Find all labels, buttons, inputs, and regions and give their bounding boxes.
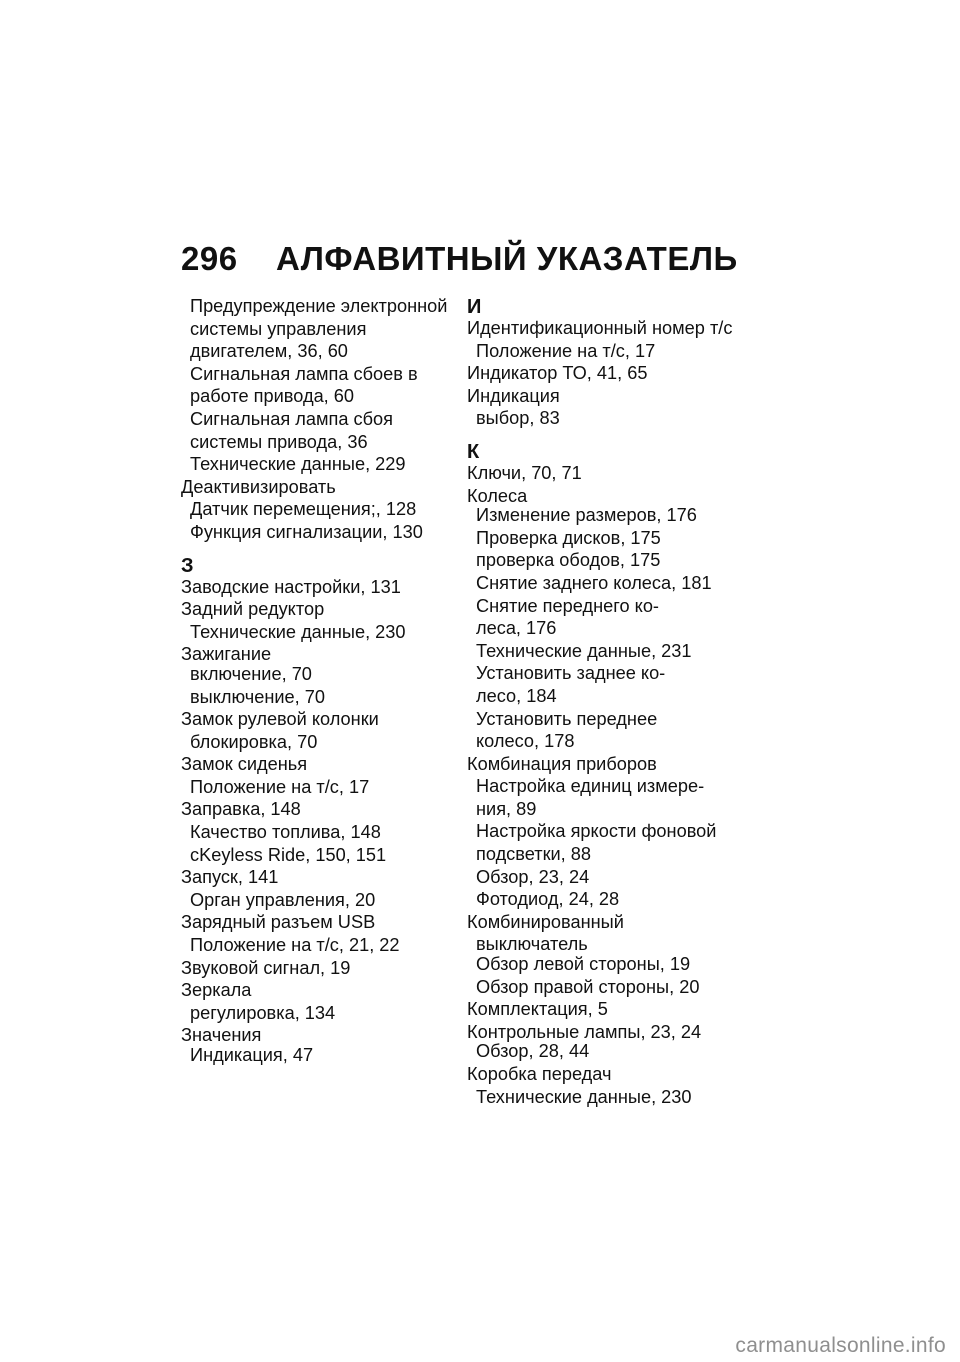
index-entry: Запуск, 141 bbox=[181, 867, 279, 888]
index-subentry: леса, 176 bbox=[476, 618, 557, 639]
index-subentry: Технические данные, 229 bbox=[190, 454, 406, 475]
index-subentry: системы управления bbox=[190, 318, 367, 339]
page-number: 296 bbox=[181, 240, 238, 277]
index-entry: Звуковой сигнал, 19 bbox=[181, 957, 351, 978]
index-entry: Колеса bbox=[467, 485, 528, 506]
index-subentry: Технические данные, 230 bbox=[190, 621, 406, 642]
index-subentry: Фотодиод, 24, 28 bbox=[476, 889, 620, 910]
index-subentry: Функция сигнализации, 130 bbox=[190, 521, 423, 542]
index-subentry: лесо, 184 bbox=[476, 685, 557, 706]
index-subentry: Изменение размеров, 176 bbox=[476, 505, 697, 526]
index-subentry: подсветки, 88 bbox=[476, 844, 592, 865]
index-letter-heading: З bbox=[181, 554, 194, 577]
index-entry: Идентификационный номер т/с bbox=[467, 318, 733, 338]
index-subentry: Установить заднее ко- bbox=[476, 663, 666, 684]
index-subentry: Индикация, 47 bbox=[190, 1045, 314, 1065]
index-subentry: Установить переднее bbox=[476, 708, 658, 729]
index-entry: Контрольные лампы, 23, 24 bbox=[467, 1021, 702, 1042]
index-subentry: Датчик перемещения;, 128 bbox=[190, 499, 417, 520]
index-entry: Замок сиденья bbox=[181, 754, 308, 775]
index-subentry: выключение, 70 bbox=[190, 686, 325, 707]
index-entry: Зажигание bbox=[181, 644, 272, 665]
index-entry: Комбинация приборов bbox=[467, 753, 657, 774]
index-entry: Зарядный разъем USB bbox=[181, 912, 376, 933]
index-entry: Задний редуктор bbox=[181, 599, 325, 620]
index-subentry: Обзор, 28, 44 bbox=[476, 1041, 590, 1062]
index-subentry: проверка ободов, 175 bbox=[476, 550, 661, 571]
index-entry: Коробка передач bbox=[467, 1064, 612, 1084]
index-subentry: колесо, 178 bbox=[476, 731, 575, 752]
index-subentry: Сигнальная лампа сбоя bbox=[190, 408, 393, 429]
index-subentry: двигателем, 36, 60 bbox=[190, 341, 348, 362]
index-letter-heading: И bbox=[467, 296, 482, 318]
index-subentry: Снятие переднего ко- bbox=[476, 595, 659, 616]
index-subentry: системы привода, 36 bbox=[190, 431, 368, 452]
index-subentry: регулировка, 134 bbox=[190, 1002, 336, 1023]
index-subentry: Настройка яркости фоновой bbox=[476, 821, 717, 842]
index-subentry: Положение на т/с, 17 bbox=[190, 776, 370, 797]
index-subentry: Сигнальная лампа сбоев в bbox=[190, 363, 418, 384]
index-subentry: Обзор, 23, 24 bbox=[476, 866, 590, 887]
index-subentry: Проверка дисков, 175 bbox=[476, 527, 661, 548]
index-subentry: Положение на т/с, 21, 22 bbox=[190, 935, 400, 956]
index-subentry: выключатель bbox=[476, 934, 588, 955]
index-subentry: Технические данные, 230 bbox=[476, 1086, 692, 1107]
index-subentry: Настройка единиц измере- bbox=[476, 776, 705, 797]
index-entry: Заправка, 148 bbox=[181, 799, 301, 820]
index-subentry: Обзор правой стороны, 20 bbox=[476, 976, 700, 997]
index-column-left bbox=[181, 295, 451, 1067]
index-subentry: блокировка, 70 bbox=[190, 731, 318, 752]
index-entry: Комплектация, 5 bbox=[467, 999, 608, 1020]
index-subentry: Положение на т/с, 17 bbox=[476, 340, 656, 361]
index-subentry: включение, 70 bbox=[190, 663, 312, 684]
index-subentry: Качество топлива, 148 bbox=[190, 822, 381, 843]
index-entry: Ключи, 70, 71 bbox=[467, 462, 582, 483]
page-title: АЛФАВИТНЫЙ УКАЗАТЕЛЬ bbox=[276, 240, 738, 277]
index-subentry: Технические данные, 231 bbox=[476, 640, 692, 661]
index-entry: Замок рулевой колонки bbox=[181, 709, 379, 730]
index-entry: Индикатор ТО, 41, 65 bbox=[467, 363, 648, 384]
index-entry: Зеркала bbox=[181, 980, 252, 1001]
index-entry: Значения bbox=[181, 1025, 262, 1046]
index-subentry: работе привода, 60 bbox=[190, 386, 355, 407]
index-entry: Комбинированный bbox=[467, 911, 624, 932]
index-subentry: Орган управления, 20 bbox=[190, 889, 376, 910]
index-letter-heading: К bbox=[467, 440, 480, 463]
index-entry: Заводские настройки, 131 bbox=[181, 576, 401, 597]
index-subentry: Предупреждение электронной bbox=[190, 296, 448, 316]
index-subentry: Снятие заднего колеса, 181 bbox=[476, 572, 712, 593]
index-subentry: Обзор левой стороны, 19 bbox=[476, 954, 691, 975]
index-subentry: ния, 89 bbox=[476, 798, 537, 819]
watermark: carmanualsonline.info bbox=[735, 1334, 946, 1357]
index-entry: Индикация bbox=[467, 385, 560, 406]
index-column-right bbox=[467, 295, 737, 1108]
index-subentry: выбор, 83 bbox=[476, 408, 560, 429]
index-entry: Деактивизировать bbox=[181, 476, 336, 497]
index-subentry: cKeyless Ride, 150, 151 bbox=[190, 844, 387, 865]
